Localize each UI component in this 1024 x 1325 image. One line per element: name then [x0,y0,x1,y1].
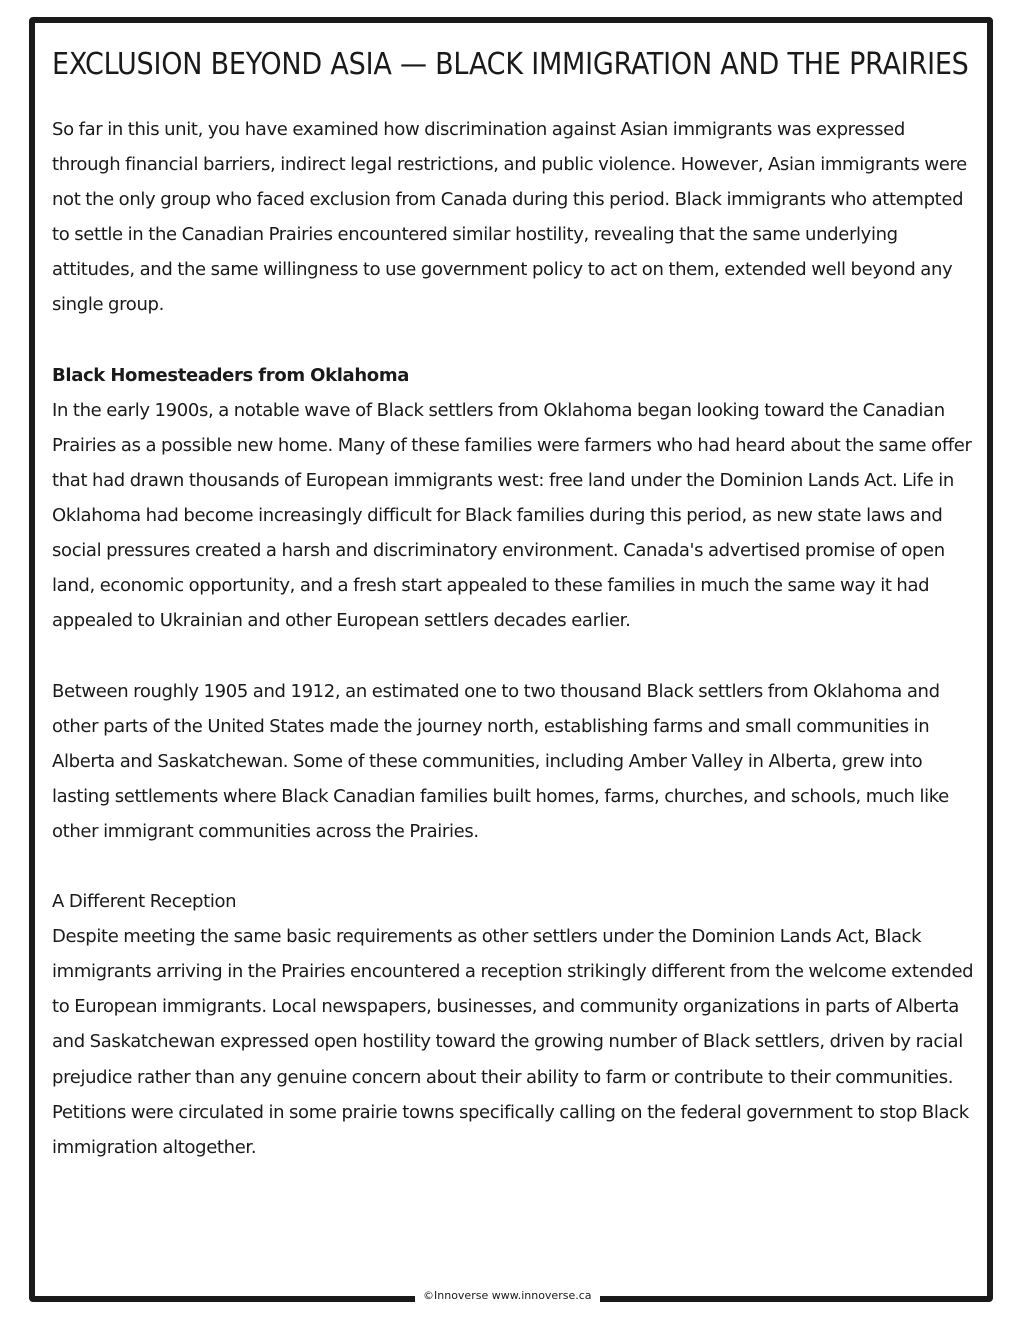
body-paragraph: Despite meeting the same basic requirements as other settlers under the Dominion Lands Act, Black immigrants arriving in the Prairies encountered a reception strikingly different from the welcome extended to European immigrants. Local newspapers, businesses, and community organizations in parts of Alberta and Saskatchewan expressed open hostility toward the growing number of Black settlers, driven by racial prejudice rather than any genuine concern about their ability to farm or contribute to their communities. Petitions were circulated in some prairie towns specifically calling on the federal government to stop Black immigration altogether. [52,926,974,1158]
footer-copyright: ©Innoverse www.innoverse.ca [415,1287,600,1305]
document-body [52,112,977,1200]
section-heading: Black Homesteaders from Oklahoma [52,364,410,386]
section-black-homesteaders [52,358,977,849]
body-paragraph: Between roughly 1905 and 1912, an estimated one to two thousand Black settlers from Oklahoma and other parts of the United States made the journey north, establishing farms and small communities in Alberta and Saskatchewan. Some of these communities, including Amber Valley in Alberta, grew into lasting settlements where Black Canadian families built homes, farms, churches, and schools, much like other immigrant communities across the Prairies. [52,680,949,842]
page-title: EXCLUSION BEYOND ASIA — BLACK IMMIGRATION AND THE PRAIRIES [52,47,969,82]
section-heading: A Different Reception [52,891,237,913]
section-different-reception [52,884,977,1165]
intro-paragraph: So far in this unit, you have examined how discrimination against Asian immigrants was expressed through financial barriers, indirect legal restrictions, and public violence. However, Asian immigrants were not the only group who faced exclusion from Canada during this period. Black immigrants who attempted to settle in the Canadian Prairies encountered similar hostility, revealing that the same underlying attitudes, and the same willingness to use government policy to act on them, extended well beyond any single group. [52,119,967,316]
body-paragraph: In the early 1900s, a notable wave of Black settlers from Oklahoma began looking toward the Canadian Prairies as a possible new home. Many of these families were farmers who had heard about the same offer that had drawn thousands of European immigrants west: free land under the Dominion Lands Act. Life in Oklahoma had become increasingly difficult for Black families during this period, as new state laws and social pressures created a harsh and discriminatory environment. Canada's advertised promise of open land, economic opportunity, and a fresh start appealed to these families in much the same way it had appealed to Ukrainian and other European settlers decades earlier. [52,399,972,632]
